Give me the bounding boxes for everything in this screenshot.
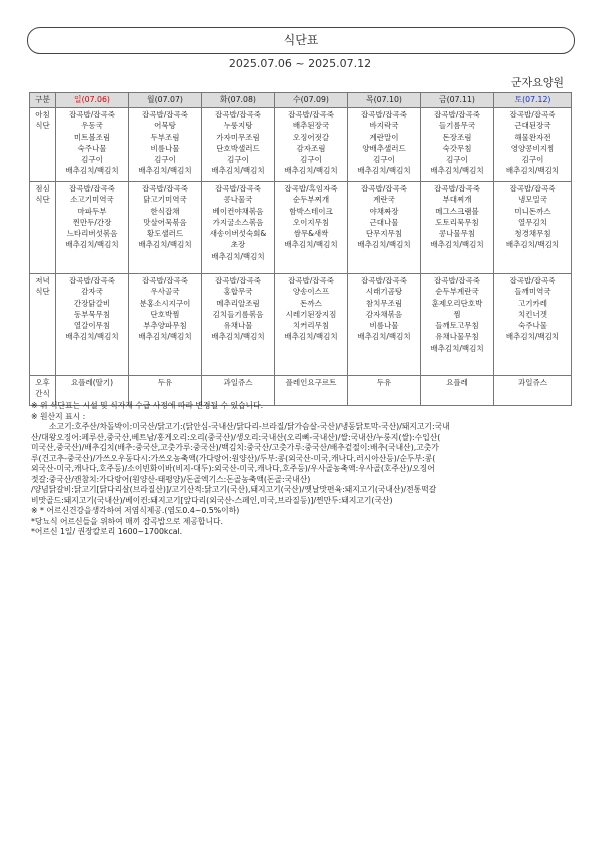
snack-cell: 요플레	[421, 376, 494, 406]
menu-item: 잡곡밥/잡곡죽	[509, 276, 556, 285]
menu-item: 단호박찜	[150, 309, 180, 319]
menu-item: 김구이	[227, 155, 249, 165]
menu-item: 청경채무침	[514, 229, 551, 239]
menu-item: 유채나물무침	[435, 332, 479, 342]
menu-item: 베이컨야채볶음	[212, 206, 264, 216]
menu-item: 열갈이무침	[73, 321, 111, 331]
header-row	[30, 93, 572, 108]
corner-cell: 구분	[30, 93, 56, 108]
menu-item: 어묵탕	[154, 121, 176, 131]
menu-item: 계란말이	[369, 132, 399, 142]
menu-item: 김구이	[446, 155, 468, 165]
origin-line: 젓갈:중국산/캔참치:가다랑어(원양산-태평양)/돈골엑기스:돈골농축액(돈골:국내산)	[31, 474, 311, 484]
menu-item: 배추김치/백김치	[284, 166, 338, 176]
menu-cell	[348, 182, 421, 274]
menu-item: 고기카레	[518, 298, 547, 308]
menu-item: 잡곡밥/잡곡죽	[215, 184, 261, 193]
meal-label	[30, 182, 56, 274]
menu-item: 가자미무조림	[216, 132, 260, 142]
menu-cell	[202, 182, 275, 274]
menu-item: 배추김치/백김치	[211, 332, 265, 342]
snack-cell: 과일쥬스	[494, 376, 572, 406]
snack-label-text: 간식	[35, 389, 50, 399]
menu-item: 야채짜장	[369, 206, 399, 216]
meal-label-text: 식단	[35, 121, 50, 131]
menu-cell	[275, 182, 348, 274]
origin-line: 외국산-미국,캐나다,호주등)/소이빈화이바(비지-대두):외국산-미국,캐나다,호주등)/우사골농축액:우사골(호주산)/오징어	[31, 464, 435, 473]
menu-item: 배추김치/백김치	[505, 166, 560, 176]
menu-item: 근대된장국	[514, 121, 551, 131]
menu-cell	[421, 274, 494, 376]
menu-item: 메그스크램블	[435, 206, 479, 216]
meal-label	[30, 274, 56, 376]
menu-cell	[56, 182, 129, 274]
menu-item: 참치무조림	[365, 298, 403, 308]
origin-line: /양념닭갈비:닭고기[닭다리살(브라질산)]/고기산적:닭고기(국산),돼지고기(국산)/옛날맛편육:돼지고기(국내산)/전통떡갈	[31, 485, 437, 494]
menu-item: 잡곡밥/잡곡죽	[361, 276, 407, 285]
snack-cell: 요플레(딸기)	[56, 376, 129, 406]
menu-item: 순두부계란국	[435, 287, 479, 297]
meal-row	[30, 182, 572, 274]
menu-item: 훈제오리단호박	[431, 298, 483, 308]
menu-item: 분홍소시지구이	[139, 298, 191, 308]
meal-row	[30, 274, 572, 376]
menu-item: 유채나물	[223, 321, 253, 331]
day-header: 금(07.11)	[421, 93, 494, 108]
menu-item: 우동국	[81, 121, 103, 131]
menu-item: 김구이	[300, 155, 322, 165]
menu-item: 김구이	[81, 155, 103, 165]
menu-item: 들깨토고무침	[435, 321, 479, 331]
snack-cell: 플레인요구르트	[275, 376, 348, 406]
menu-item: 잡곡밥/잡곡죽	[434, 276, 480, 285]
menu-item: 동부묵무침	[73, 309, 111, 319]
meal-label-text: 점심	[35, 184, 50, 193]
menu-item: 김구이	[521, 155, 544, 165]
menu-item: 초장	[230, 240, 246, 250]
menu-item: 잡곡밥/잡곡죽	[288, 276, 334, 285]
day-header: 화(07.08)	[202, 93, 275, 108]
menu-item: 잡곡밥/잡곡죽	[434, 184, 480, 193]
menu-item: 열무김치	[518, 217, 547, 227]
menu-item: 시레기된장지짐	[285, 309, 337, 319]
menu-item: 배추김치/백김치	[65, 332, 119, 342]
menu-item: 치커리무침	[292, 321, 330, 331]
menu-item: 시래기곰탕	[365, 287, 403, 297]
menu-item: 부추양파무침	[143, 321, 187, 331]
menu-item: 잡곡밥/잡곡죽	[69, 110, 115, 119]
menu-item: 잡곡밥/잡곡죽	[142, 276, 188, 285]
menu-item: 치킨너겟	[518, 309, 547, 319]
menu-cell	[421, 108, 494, 182]
menu-item: 미니돈까스	[514, 206, 551, 216]
menu-item: 숙주나물	[518, 321, 547, 331]
menu-item: 비름나물	[150, 143, 180, 153]
menu-item: 부대찌개	[442, 195, 472, 205]
menu-item: 새송이버섯숙회&	[209, 229, 267, 239]
origin-line: 산/대왕오징어:페루산,중국산,베트남/홍게오리:오리(중국산)/생오리:국내산(오리뼈-국내산)/쌀:국내산/누룽지(쌀):수입산(	[31, 432, 441, 442]
menu-item: 배추김치/백김치	[357, 166, 411, 176]
menu-cell	[129, 108, 202, 182]
menu-item: 잡곡밥/잡곡죽	[69, 276, 115, 285]
menu-item: 배추김치/백김치	[284, 332, 338, 342]
menu-item: 간장닭갈비	[73, 298, 111, 308]
menu-cell	[129, 182, 202, 274]
menu-item: 마파두부	[77, 206, 107, 216]
menu-item: 쌈무&새싹	[293, 229, 329, 239]
menu-cell	[129, 274, 202, 376]
menu-item: 콩나물무침	[438, 229, 476, 239]
menu-item: 돈장조림	[442, 132, 472, 142]
notes-origin-heading: ※ 원산지 표시 :	[31, 411, 86, 421]
menu-item: 잡곡밥/잡곡죽	[509, 184, 556, 193]
notes-change-notice: ※ 위 식단표는 시설 및 식자재 수급 사정에 따라 변경될 수 있습니다.	[31, 401, 264, 410]
menu-item: 냉모밀국	[518, 195, 547, 205]
menu-cell	[202, 108, 275, 182]
meal-row	[30, 108, 572, 182]
notes-section	[31, 401, 579, 538]
meal-label-text: 식단	[35, 287, 50, 297]
menu-item: 양배추샐러드	[362, 143, 406, 153]
menu-item: 가지굴소스볶음	[212, 217, 264, 227]
menu-item: 찐만두/간장	[72, 217, 112, 227]
menu-item: 오이지무침	[292, 217, 330, 227]
notes-diabetes: *당뇨식 어르신들을 위하여 매끼 잡곡밥으로 제공합니다.	[31, 516, 223, 526]
menu-item: 닭고기미역국	[143, 195, 187, 205]
menu-item: 감자채볶음	[365, 309, 403, 319]
menu-item: 찜	[453, 309, 461, 319]
menu-item: 배추김치/백김치	[65, 166, 119, 176]
menu-item: 잡곡밥/잡곡죽	[361, 110, 407, 119]
menu-item: 단무지무침	[365, 229, 403, 239]
date-range: 2025.07.06 ~ 2025.07.12	[228, 57, 372, 70]
menu-item: 순두부찌개	[292, 195, 330, 205]
menu-item: 메추리알조림	[216, 298, 260, 308]
menu-item: 잡곡밥/잡곡죽	[215, 276, 261, 285]
menu-item: 누룽지탕	[223, 121, 253, 131]
menu-item: 황도샐러드	[146, 229, 184, 239]
page-title: 식단표	[283, 33, 319, 47]
menu-cell	[421, 182, 494, 274]
notes-calories: *어르신 1일/ 권장칼로리 1600~1700kcal.	[31, 527, 183, 536]
menu-item: 감자조림	[296, 143, 326, 153]
menu-item: 느타리버섯볶음	[66, 229, 118, 239]
menu-item: 김치들기름볶음	[212, 309, 264, 319]
menu-cell	[202, 274, 275, 376]
snack-label-text: 오후	[35, 378, 50, 387]
menu-item: 맛살어묵볶음	[143, 217, 187, 227]
menu-item: 김구이	[373, 155, 395, 165]
menu-item: 바지락국	[369, 121, 399, 131]
menu-item: 홍합무국	[223, 287, 253, 297]
menu-item: 배추김치/백김치	[211, 251, 265, 261]
menu-cell	[275, 108, 348, 182]
menu-item: 계란국	[373, 195, 395, 205]
organization-name: 군자요양원	[510, 76, 564, 89]
menu-item: 들기름무국	[438, 121, 476, 131]
menu-item: 영양콩비지찜	[510, 143, 555, 153]
day-header: 월(07.07)	[129, 93, 202, 108]
menu-cell	[494, 182, 572, 274]
menu-item: 단호박샐러드	[216, 143, 260, 153]
menu-item: 배추김치/백김치	[430, 343, 484, 353]
origin-line: 미국산,중국산)/배추김치(배추:중국산,고춧가루:중국산)/백김치:중국산/고춧가루:중국산/배추겉절이:배추(국내산),고춧가	[31, 443, 439, 452]
menu-item: 잡곡밥/흑임자죽	[284, 184, 338, 193]
menu-item: 잡곡밥/잡곡죽	[434, 110, 480, 119]
meal-label-text: 아침	[35, 110, 50, 119]
menu-item: 배추김치/백김치	[430, 240, 484, 250]
menu-item: 김구이	[154, 155, 176, 165]
menu-cell	[494, 108, 572, 182]
menu-item: 한식잡채	[150, 206, 180, 216]
weekly-menu-table	[29, 92, 572, 406]
menu-item: 배추김치/백김치	[138, 240, 192, 250]
menu-item: 비름나물	[369, 321, 399, 331]
page-title-box	[27, 27, 575, 54]
menu-item: 배추된장국	[292, 121, 330, 131]
menu-item: 근대나물	[369, 217, 399, 227]
menu-item: 두부조림	[150, 132, 180, 142]
menu-item: 배추김치/백김치	[284, 240, 338, 250]
menu-item: 도토리묵무침	[435, 217, 479, 227]
menu-item: 함박스테이크	[289, 206, 333, 216]
menu-item: 돈까스	[300, 298, 322, 308]
menu-item: 들깨미역국	[514, 287, 551, 297]
menu-cell	[494, 274, 572, 376]
snack-cell: 두유	[129, 376, 202, 406]
menu-item: 잡곡밥/잡곡죽	[142, 110, 188, 119]
day-header: 수(07.09)	[275, 93, 348, 108]
menu-cell	[56, 108, 129, 182]
menu-item: 잡곡밥/잡곡죽	[509, 110, 556, 119]
origin-line: 소고기:호주산/차돌박이:미국산/닭고기:(닭안심-국내산/닭다리-브라질/닭가슴살-국산)/냉동닭토막-국산)/돼지고기:국내	[49, 422, 450, 431]
menu-cell	[275, 274, 348, 376]
origin-line: 루(건고추-중국산)/가쓰오우동다시:가쓰오농축액(가다랑어:원양산)/두부:콩(외국산-미국,캐나다,러시아산등)/순두부:콩(	[31, 453, 436, 463]
menu-item: 잡곡밥/잡곡죽	[288, 110, 334, 119]
menu-item: 배추김치/백김치	[211, 166, 265, 176]
menu-cell	[56, 274, 129, 376]
menu-item: 배추김치/백김치	[138, 166, 192, 176]
menu-item: 배추김치/백김치	[65, 240, 119, 250]
menu-item: 해물완자전	[514, 132, 551, 142]
day-header: 목(07.10)	[348, 93, 421, 108]
day-header: 토(07.12)	[494, 93, 572, 108]
meal-label	[30, 108, 56, 182]
menu-item: 잡곡밥/잡곡죽	[361, 184, 407, 193]
menu-cell	[348, 274, 421, 376]
menu-item: 숙주나물	[77, 143, 107, 153]
menu-item: 소고기미역국	[70, 195, 114, 205]
day-header: 일(07.06)	[56, 93, 129, 108]
menu-item: 잡곡밥/잡곡죽	[215, 110, 261, 119]
menu-item: 우사골국	[150, 287, 180, 297]
menu-item: 배추김치/백김치	[430, 166, 484, 176]
menu-item: 배추김치/백김치	[357, 332, 411, 342]
meal-label-text: 식단	[35, 195, 50, 205]
menu-item: 잡곡밥/잡곡죽	[142, 184, 188, 193]
menu-item: 배추김치/백김치	[505, 240, 560, 250]
snack-cell: 두유	[348, 376, 421, 406]
origin-line: 비맛골드:돼지고기(국내산)/베이컨:돼지고기[앞다리(외국산-스페인,미국,브라질등)]/찐만두:돼지고기(국산)	[31, 495, 393, 505]
menu-item: 배추김치/백김치	[505, 332, 560, 342]
menu-item: 감자국	[81, 287, 103, 297]
menu-item: 오징어젓갈	[292, 132, 330, 142]
menu-item: 양송이스프	[292, 287, 330, 297]
menu-item: 숙갓무침	[442, 143, 472, 153]
menu-cell	[348, 108, 421, 182]
menu-item: 콩나물국	[223, 195, 253, 205]
menu-item: 잡곡밥/잡곡죽	[69, 184, 115, 193]
menu-item: 배추김치/백김치	[138, 332, 192, 342]
meal-label-text: 저녁	[35, 276, 50, 285]
snack-cell: 과일쥬스	[202, 376, 275, 406]
menu-item: 미트볼조림	[73, 132, 111, 142]
notes-low-salt: ※ * 어르신건강을생각하여 저염식제공.(염도0.4~0.5%이하)	[31, 506, 240, 515]
menu-item: 배추김치/백김치	[357, 240, 411, 250]
